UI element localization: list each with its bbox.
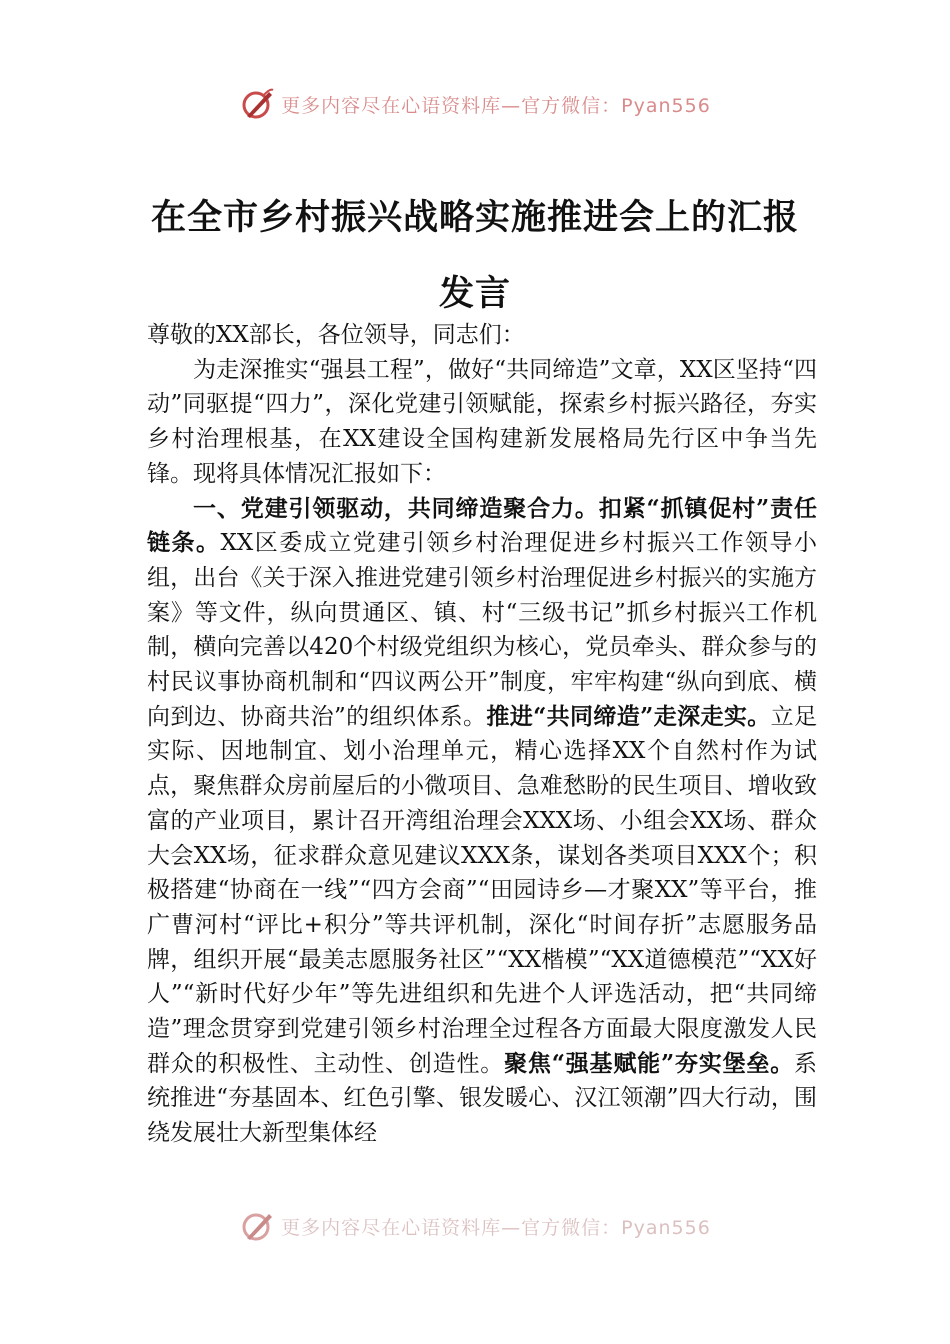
- section-1-heading: 一、党建引领驱动，共同缔造聚合力。: [193, 494, 599, 522]
- document-title: [140, 180, 810, 332]
- watermark-text: 更多内容尽在心语资料库—官方微信：Pyan556: [281, 1216, 711, 1239]
- subsection-3-title: 聚焦“强基赋能”夯实堡垒。: [504, 1049, 794, 1077]
- document-body: [147, 318, 817, 1151]
- section-1-paragraph: [147, 492, 817, 1151]
- subsection-1-title: 扣紧“抓镇促村”责任链条。: [147, 494, 817, 557]
- subsection-2-text: 立足实际、因地制宜、划小治理单元，精心选择XX个自然村作为试点，聚焦群众房前屋后的小微项目、急难愁盼的民生项目、增收致富的产业项目，累计召开湾组治理会XXX场、小组会XX场、群众大会XX场，征求群众意见建议XXX条，谋划各类项目XXX个；积极搭建“协商在一线”“四方会商”“田园诗乡—才聚XX”等平台，推广曹河村“评比+积分”等共评机制，深化“时间存折”志愿服务品牌，组织开展“最美志愿服务社区”“XX楷模”“XX道德模范”“XX好人”“新时代好少年”等先进组织和先进个人评选活动，把“共同缔造”理念贯穿到党建引领乡村治理全过程各方面最大限度激发人民群众的积极性、主动性、创造性。: [147, 703, 817, 1077]
- salutation: 尊敬的XX部长，各位领导，同志们：: [147, 322, 525, 348]
- title-line-2: 发言: [438, 273, 511, 314]
- header-watermark: [0, 86, 950, 122]
- pen-circle-logo-icon: [239, 86, 275, 122]
- subsection-2-title: 推进“共同缔造”走深走实。: [486, 702, 771, 730]
- subsection-3-text: 系统推进“夯基固本、红色引擎、银发暖心、汉江领潮”四大行动，围绕发展壮大新型集体经: [147, 1050, 817, 1147]
- title-line-1: 在全市乡村振兴战略实施推进会上的汇报: [150, 197, 799, 238]
- watermark-text: 更多内容尽在心语资料库—官方微信：Pyan556: [281, 94, 711, 117]
- intro-paragraph: 为走深推实“强县工程”，做好“共同缔造”文章，XX区坚持“四动”同驱提“四力”，深化党建引领赋能，探索乡村振兴路径，夯实乡村治理根基，在XX建设全国构建新发展格局先行区中争当先锋。现将具体情况汇报如下：: [147, 356, 817, 487]
- subsection-1-text: XX区委成立党建引领乡村治理促进乡村振兴工作领导小组，出台《关于深入推进党建引领乡村治理促进乡村振兴的实施方案》等文件，纵向贯通区、镇、村“三级书记”抓乡村振兴工作机制，横向完善以420个村级党组织为核心，党员牵头、群众参与的村民议事协商机制和“四议两公开”制度，牢牢构建“纵向到底、横向到边、协商共治”的组织体系。: [147, 530, 818, 730]
- pen-circle-logo-icon: [239, 1208, 275, 1244]
- footer-watermark: [0, 1208, 950, 1244]
